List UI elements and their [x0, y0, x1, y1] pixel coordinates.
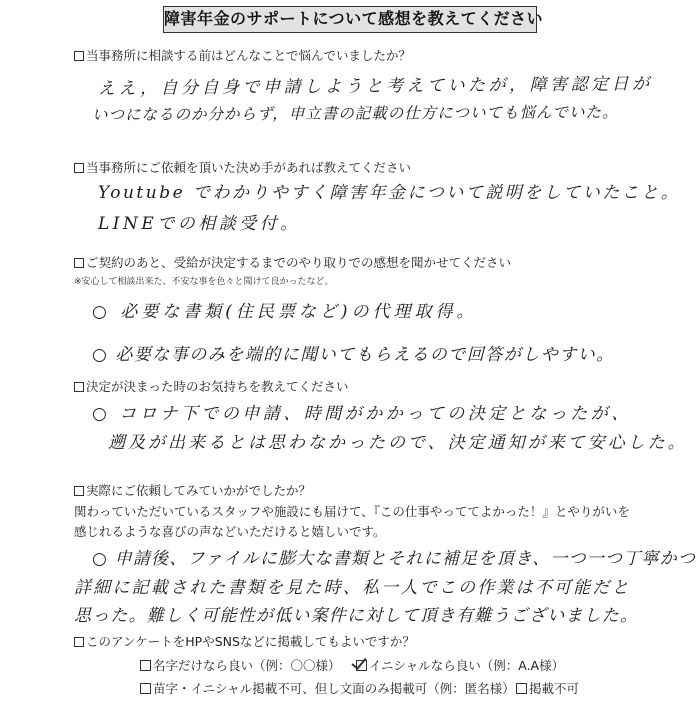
question-3: [74, 253, 511, 271]
option-label: イニシャルなら良い（例：A.A様）: [369, 658, 565, 673]
question-5-lead-line-2: 感じれるような喜びの声などいただけると嬉しいです。: [74, 524, 386, 539]
option-text-only[interactable]: [140, 679, 515, 697]
answer-1-line-1: ええ，自分自身で申請しようと考えていたが，障害認定日が: [97, 74, 653, 99]
answer-5-line-3: 思った。難しく可能性が低い案件に対して頂き有難うございました。: [74, 606, 639, 626]
question-1-text: 当事務所に相談する前はどんなことで悩んでいましたか？: [86, 48, 412, 63]
answer-4-line-2: 遡及が出来るとは思わなかったので、決定通知が来て安心した。: [108, 433, 688, 453]
question-checkbox: [74, 163, 84, 173]
answer-4-line-1: ○ コロナ下での申請、時間がかかっての決定となったが、: [92, 404, 632, 424]
question-5: [74, 481, 311, 499]
option-checkbox[interactable]: [516, 683, 527, 694]
option-no-publish[interactable]: [516, 679, 579, 697]
question-4: [74, 377, 349, 395]
answer-5-line-2: 詳細に記載された書類を見た時、私一人でこの作業は不可能だと: [74, 578, 631, 598]
answer-3-line-2: ○ 必要な事のみを端的に聞いてもらえるので回答がしやすい。: [92, 345, 615, 365]
question-3-note: ※安心して相談出来た、不安な事を色々と聞けて良かったなど。: [74, 277, 334, 287]
option-checkbox-checked[interactable]: [356, 660, 367, 671]
question-6: [74, 632, 415, 650]
option-checkbox[interactable]: [140, 660, 151, 671]
question-6-text: このアンケートをHPやSNSなどに掲載してもよいですか？: [86, 634, 415, 649]
question-5-lead-line-1: 関わっていただいているスタッフや施設にも届けて、『この仕事やっててよかった！』とやりがいを: [74, 504, 630, 519]
question-2: [74, 158, 411, 176]
answer-5-line-1: ○ 申請後、ファイルに膨大な書類とそれに補足を頂き、一つ一つ丁寧かつ: [92, 549, 697, 569]
answer-3-line-1: ○ 必要な書類(住民票など)の代理取得。: [92, 302, 478, 322]
question-4-text: 決定が決まった時のお気持ちを教えてください: [86, 379, 349, 394]
answer-2-line-2: LINEでの相談受付。: [98, 214, 301, 234]
question-checkbox: [74, 258, 84, 268]
question-checkbox: [74, 382, 84, 392]
option-checkbox[interactable]: [140, 683, 151, 694]
question-5-text: 実際にご依頼してみていかがでしたか？: [86, 483, 312, 498]
answer-2-line-1: Youtube でわかりやすく障害年金について説明をしていたこと。: [98, 183, 681, 203]
question-1: [74, 46, 411, 64]
option-initials[interactable]: [356, 656, 564, 674]
option-surname-only[interactable]: [140, 656, 341, 674]
question-3-text: ご契約のあと、受給が決定するまでのやり取りでの感想を聞かせてください: [86, 255, 512, 270]
answer-1-line-2: いつになるのか分からず，申立書の記載の仕方についても悩んでいた。: [91, 103, 619, 124]
option-label: 苗字・イニシャル掲載不可、但し文面のみ掲載可（例：匿名様）: [153, 681, 515, 696]
question-checkbox: [74, 51, 84, 61]
question-2-text: 当事務所にご依頼を頂いた決め手があれば教えてください: [86, 160, 412, 175]
option-label: 名字だけなら良い（例：〇〇様）: [153, 658, 341, 673]
page-title: 障害年金のサポートについて感想を教えてください: [163, 6, 537, 33]
option-label: 掲載不可: [529, 681, 580, 696]
question-checkbox: [74, 637, 84, 647]
question-checkbox: [74, 486, 84, 496]
